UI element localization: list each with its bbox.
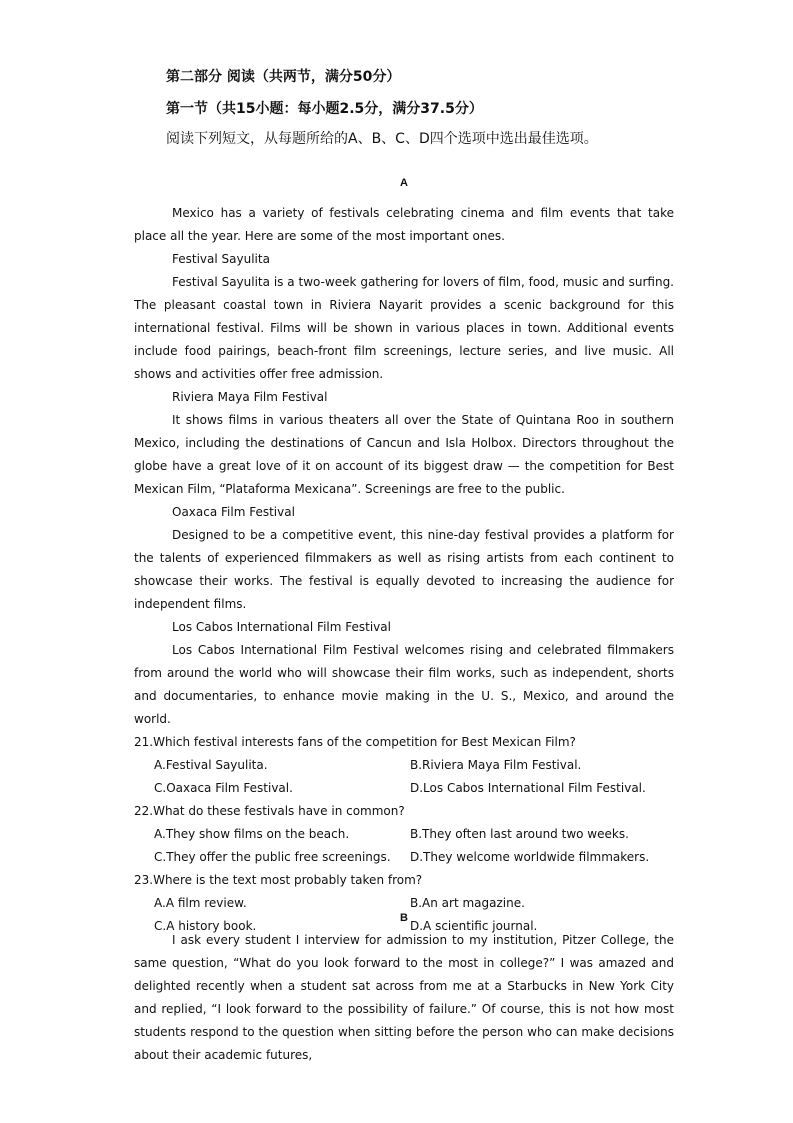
festival-name: Festival Sayulita (172, 252, 270, 266)
festival-text: Designed to be a competitive event, this nine-day festival provides a platform for the talents of experienced filmmakers as well as rising artists from each continent to showcase their works. The festival is equally devoted to increasing the audience for independent films. (134, 528, 674, 611)
question-stem: 22.What do these festivals have in common? (134, 804, 405, 818)
festival-text: Festival Sayulita is a two-week gathering for lovers of film, food, music and surfing. The pleasant coastal town in Riviera Nayarit provides a scenic background for this international festival. Films will be shown in various places in town. Additional events include food pairings, beach-front film screenings, lecture series, and live music. All shows and activities offer free admission. (134, 275, 674, 381)
passage-b (134, 929, 674, 1067)
question-stem: 21.Which festival interests fans of the competition for Best Mexican Film? (134, 735, 576, 749)
festival-name: Oaxaca Film Festival (172, 505, 295, 519)
option-b: B.An art magazine. (410, 896, 525, 910)
passage-b-label: B (400, 912, 408, 924)
option-d: D.A scientific journal. (410, 919, 538, 933)
section-heading: 第一节（共15小题：每小题2.5分，满分37.5分） (166, 101, 483, 117)
option-d: D.Los Cabos International Film Festival. (410, 781, 646, 795)
option-c: C.They offer the public free screenings. (154, 850, 391, 864)
passage-a-label: A (400, 177, 408, 189)
festival-name: Los Cabos International Film Festival (172, 620, 391, 634)
option-d: D.They welcome worldwide filmmakers. (410, 850, 650, 864)
option-c: C.A history book. (154, 919, 257, 933)
option-a: A.They show films on the beach. (154, 827, 350, 841)
option-a: A.A film review. (154, 896, 247, 910)
festival-text: Los Cabos International Film Festival welcomes rising and celebrated filmmakers from around the world who will showcase their film works, such as independent, shorts and documentaries, to enhance movie making in the U. S., Mexico, and around the world. (134, 643, 674, 726)
question-stem: 23.Where is the text most probably taken from? (134, 873, 423, 887)
question-23 (134, 869, 674, 938)
option-c: C.Oaxaca Film Festival. (154, 781, 293, 795)
passage-a (134, 202, 674, 938)
question-22 (134, 800, 674, 869)
passage-a-intro: Mexico has a variety of festivals celebrating cinema and film events that take place all the year. Here are some of the most important ones. (134, 206, 674, 243)
part-heading: 第二部分 阅读（共两节，满分50分） (166, 69, 401, 85)
question-21 (134, 731, 674, 800)
option-b: B.Riviera Maya Film Festival. (410, 758, 582, 772)
option-b: B.They often last around two weeks. (410, 827, 629, 841)
festival-name: Riviera Maya Film Festival (172, 390, 328, 404)
instruction-text: 阅读下列短文，从每题所给的A、B、C、D四个选项中选出最佳选项。 (166, 131, 598, 147)
option-a: A.Festival Sayulita. (154, 758, 268, 772)
passage-b-text: I ask every student I interview for admission to my institution, Pitzer College, the same question, “What do you look forward to the most in college?” I was amazed and delighted recently when a student sat across from me at a Starbucks in New York City and replied, “I look forward to the possibility of failure.” Of course, this is not how most students respond to the question when sitting before the person who can make decisions about their academic futures, (134, 933, 674, 1062)
festival-text: It shows films in various theaters all over the State of Quintana Roo in southern Mexico, including the destinations of Cancun and Isla Holbox. Directors throughout the globe have a great love of it on account of its biggest draw — the competition for Best Mexican Film, “Plataforma Mexicana”. Screenings are free to the public. (134, 413, 674, 496)
